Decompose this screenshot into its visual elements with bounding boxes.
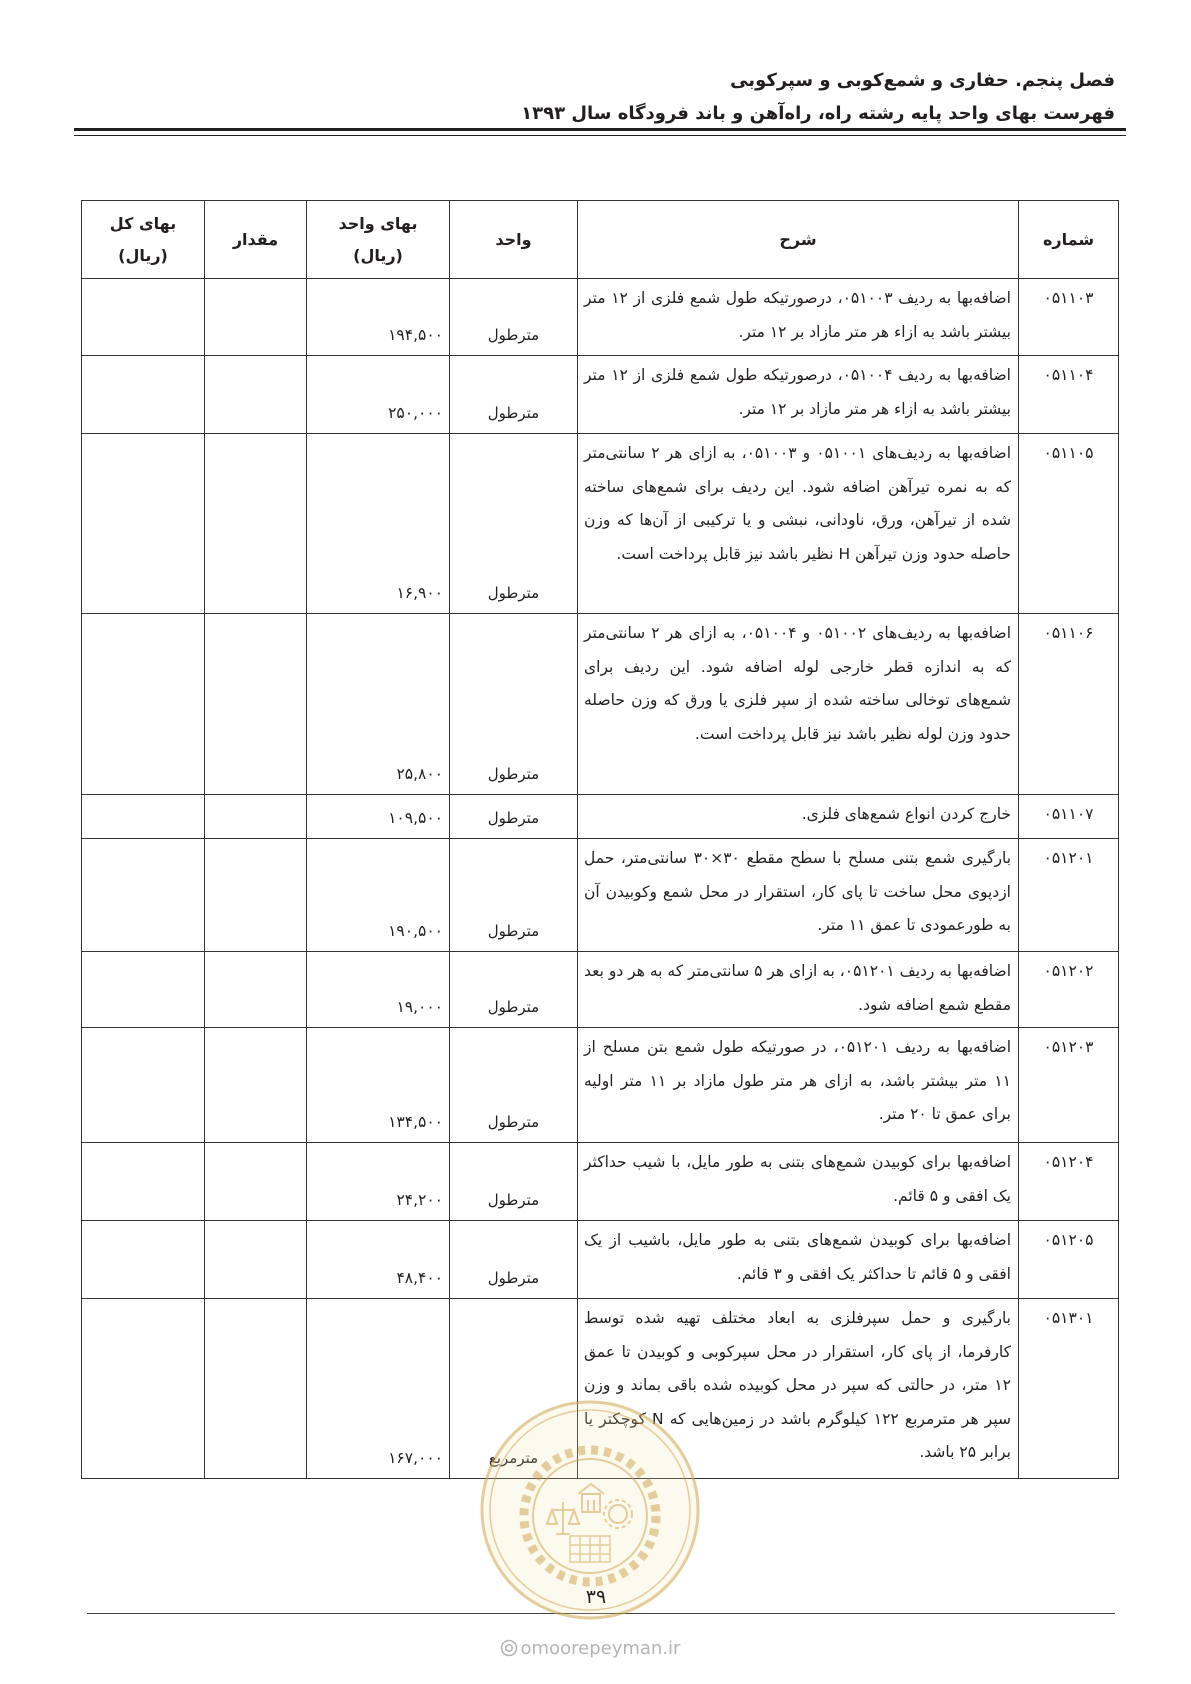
table-row [82,434,1119,614]
item-code: ۰۵۱۲۰۲ [1019,952,1119,1028]
item-description: اضافه‌بها به ردیف ۰۵۱۲۰۱، به ازای هر ۵ سانتی‌متر که به هر دو بعد مقطع شمع اضافه شود. [578,952,1019,1028]
gear-icon [604,1500,632,1528]
item-total-price [82,614,205,795]
item-total-price [82,1028,205,1143]
site-logo-icon [500,1639,518,1657]
item-unit-price: ۱۹۴,۵۰۰ [307,279,450,356]
item-unit-price: ۲۵۰,۰۰۰ [307,356,450,434]
item-quantity [205,279,307,356]
item-code: ۰۵۱۲۰۱ [1019,839,1119,952]
item-quantity [205,614,307,795]
item-quantity [205,434,307,614]
page-number: ۳۹ [585,1586,607,1608]
item-unit-price: ۱۹,۰۰۰ [307,952,450,1028]
header-rule-thin [74,135,1126,136]
item-unit: مترطول [450,1221,578,1299]
item-unit-price: ۴۸,۴۰۰ [307,1221,450,1299]
item-description: اضافه‌بها برای کوبیدن شمع‌های بتنی به طور مایل، باشیب از یک افقی و ۵ قائم تا حداکثر یک افقی و ۳ قائم. [578,1221,1019,1299]
item-total-price [82,1143,205,1221]
scales-icon [547,1502,579,1534]
table-row [82,279,1119,356]
item-unit: مترمربع [450,1299,578,1479]
table-header-row [82,201,1119,279]
item-description: بارگیری شمع بتنی مسلح با سطح مقطع ۳۰×۳۰ سانتی‌متر، حمل ازدپوی محل ساخت تا پای کار، استقرار در محل شمع وکوبیدن آن به طورعمودی تا عمق ۱۱ متر. [578,839,1019,952]
item-quantity [205,1143,307,1221]
item-unit: مترطول [450,434,578,614]
column-header-unit: واحد [450,201,578,279]
item-code: ۰۵۱۱۰۶ [1019,614,1119,795]
item-unit: مترطول [450,952,578,1028]
item-total-price [82,356,205,434]
price-list-title: فهرست بهای واحد پایه رشته راه، راه‌آهن و باند فرودگاه سال ۱۳۹۳ [521,103,1115,124]
item-code: ۰۵۱۱۰۴ [1019,356,1119,434]
item-description: بارگیری و حمل سپرفلزی به ابعاد مختلف تهیه شده توسط کارفرما، از پای کار، استقرار در محل سپرکوبی و کوبیدن تا عمق ۱۲ متر، در حالتی که سپر در محل کوبیده شده باقی بماند و وزن سپر هر مترمربع ۱۲۲ کیلوگرم باشد در زمین‌هایی که N کوچکتر یا برابر ۲۵ باشد. [578,1299,1019,1479]
page-header [215,64,1115,130]
item-quantity [205,1299,307,1479]
item-unit-price: ۱۹۰,۵۰۰ [307,839,450,952]
chapter-title: فصل پنجم. حفاری و شمع‌کوبی و سپرکوبی [730,70,1115,91]
table-row [82,1221,1119,1299]
column-header-total-price: بهای کل (ریال) [82,201,205,279]
item-code: ۰۵۱۱۰۳ [1019,279,1119,356]
item-quantity [205,795,307,839]
item-unit-price: ۱۰۹,۵۰۰ [307,795,450,839]
site-watermark [440,1636,740,1662]
item-quantity [205,356,307,434]
item-code: ۰۵۱۳۰۱ [1019,1299,1119,1479]
item-quantity [205,1028,307,1143]
item-unit-price: ۱۶,۹۰۰ [307,434,450,614]
item-unit-price: ۲۵,۸۰۰ [307,614,450,795]
table-row [82,795,1119,839]
item-unit: مترطول [450,279,578,356]
item-unit: مترطول [450,795,578,839]
item-description: اضافه‌بها به ردیف ۰۵۱۲۰۱، در صورتیکه طول شمع بتن مسلح از ۱۱ متر بیشتر باشد، به ازای هر متر طول مازاد بر ۱۱ متر اولیه برای عمق تا ۲۰ متر. [578,1028,1019,1143]
item-quantity [205,952,307,1028]
table-row [82,1299,1119,1479]
price-table [81,200,1119,1479]
item-total-price [82,952,205,1028]
item-unit: مترطول [450,839,578,952]
building-icon [578,1484,604,1512]
item-unit: مترطول [450,356,578,434]
table-row [82,952,1119,1028]
item-unit-price: ۲۴,۲۰۰ [307,1143,450,1221]
item-unit: مترطول [450,1143,578,1221]
item-unit: مترطول [450,1028,578,1143]
item-unit-price: ۱۶۷,۰۰۰ [307,1299,450,1479]
item-total-price [82,1221,205,1299]
table-row [82,614,1119,795]
item-description: اضافه‌بها به ردیف ۰۵۱۰۰۴، درصورتیکه طول شمع فلزی از ۱۲ متر بیشتر باشد به ازاء هر متر مازاد بر ۱۲ متر. [578,356,1019,434]
item-description: اضافه‌بها به ردیف‌های ۰۵۱۰۰۱ و ۰۵۱۰۰۳، به ازای هر ۲ سانتی‌متر که به نمره تیرآهن اضافه شود. این ردیف برای شمع‌های ساخته شده از تیرآهن، ورق، ناودانی، نبشی و یا ترکیبی از آن‌ها که وزن حاصله حدود وزن تیرآهن H نظیر باشد نیز قابل پرداخت است. [578,434,1019,614]
grid-icon [570,1536,610,1562]
item-code: ۰۵۱۱۰۵ [1019,434,1119,614]
item-code: ۰۵۱۲۰۵ [1019,1221,1119,1299]
item-unit: مترطول [450,614,578,795]
column-header-code: شماره [1019,201,1119,279]
item-description: اضافه‌بها به ردیف ۰۵۱۰۰۳، درصورتیکه طول شمع فلزی از ۱۲ متر بیشتر باشد به ازاء هر متر مازاد بر ۱۲ متر. [578,279,1019,356]
item-total-price [82,279,205,356]
table-row [82,356,1119,434]
item-unit-price: ۱۳۴,۵۰۰ [307,1028,450,1143]
table-row [82,1028,1119,1143]
site-watermark-text: omoorepeyman.ir [520,1638,681,1659]
item-description: خارج کردن انواع شمع‌های فلزی. [578,795,1019,839]
item-code: ۰۵۱۱۰۷ [1019,795,1119,839]
item-quantity [205,839,307,952]
item-total-price [82,434,205,614]
item-total-price [82,1299,205,1479]
item-code: ۰۵۱۲۰۴ [1019,1143,1119,1221]
item-total-price [82,795,205,839]
item-code: ۰۵۱۲۰۳ [1019,1028,1119,1143]
item-quantity [205,1221,307,1299]
item-total-price [82,839,205,952]
column-header-quantity: مقدار [205,201,307,279]
footer-rule [87,1613,1115,1614]
table-row [82,839,1119,952]
table-row [82,1143,1119,1221]
column-header-unit-price: بهای واحد (ریال) [307,201,450,279]
item-description: اضافه‌بها به ردیف‌های ۰۵۱۰۰۲ و ۰۵۱۰۰۴، به ازای هر ۲ سانتی‌متر که به اندازه قطر خارجی لوله اضافه شود. این ردیف برای شمع‌های توخالی ساخته شده از سپر فلزی یا ورق که وزن حاصله حدود وزن لوله نظیر باشد نیز قابل پرداخت است. [578,614,1019,795]
column-header-description: شرح [578,201,1019,279]
header-rule-thick [74,128,1126,131]
item-description: اضافه‌بها برای کوبیدن شمع‌های بتنی به طور مایل، با شیب حداکثر یک افقی و ۵ قائم. [578,1143,1019,1221]
